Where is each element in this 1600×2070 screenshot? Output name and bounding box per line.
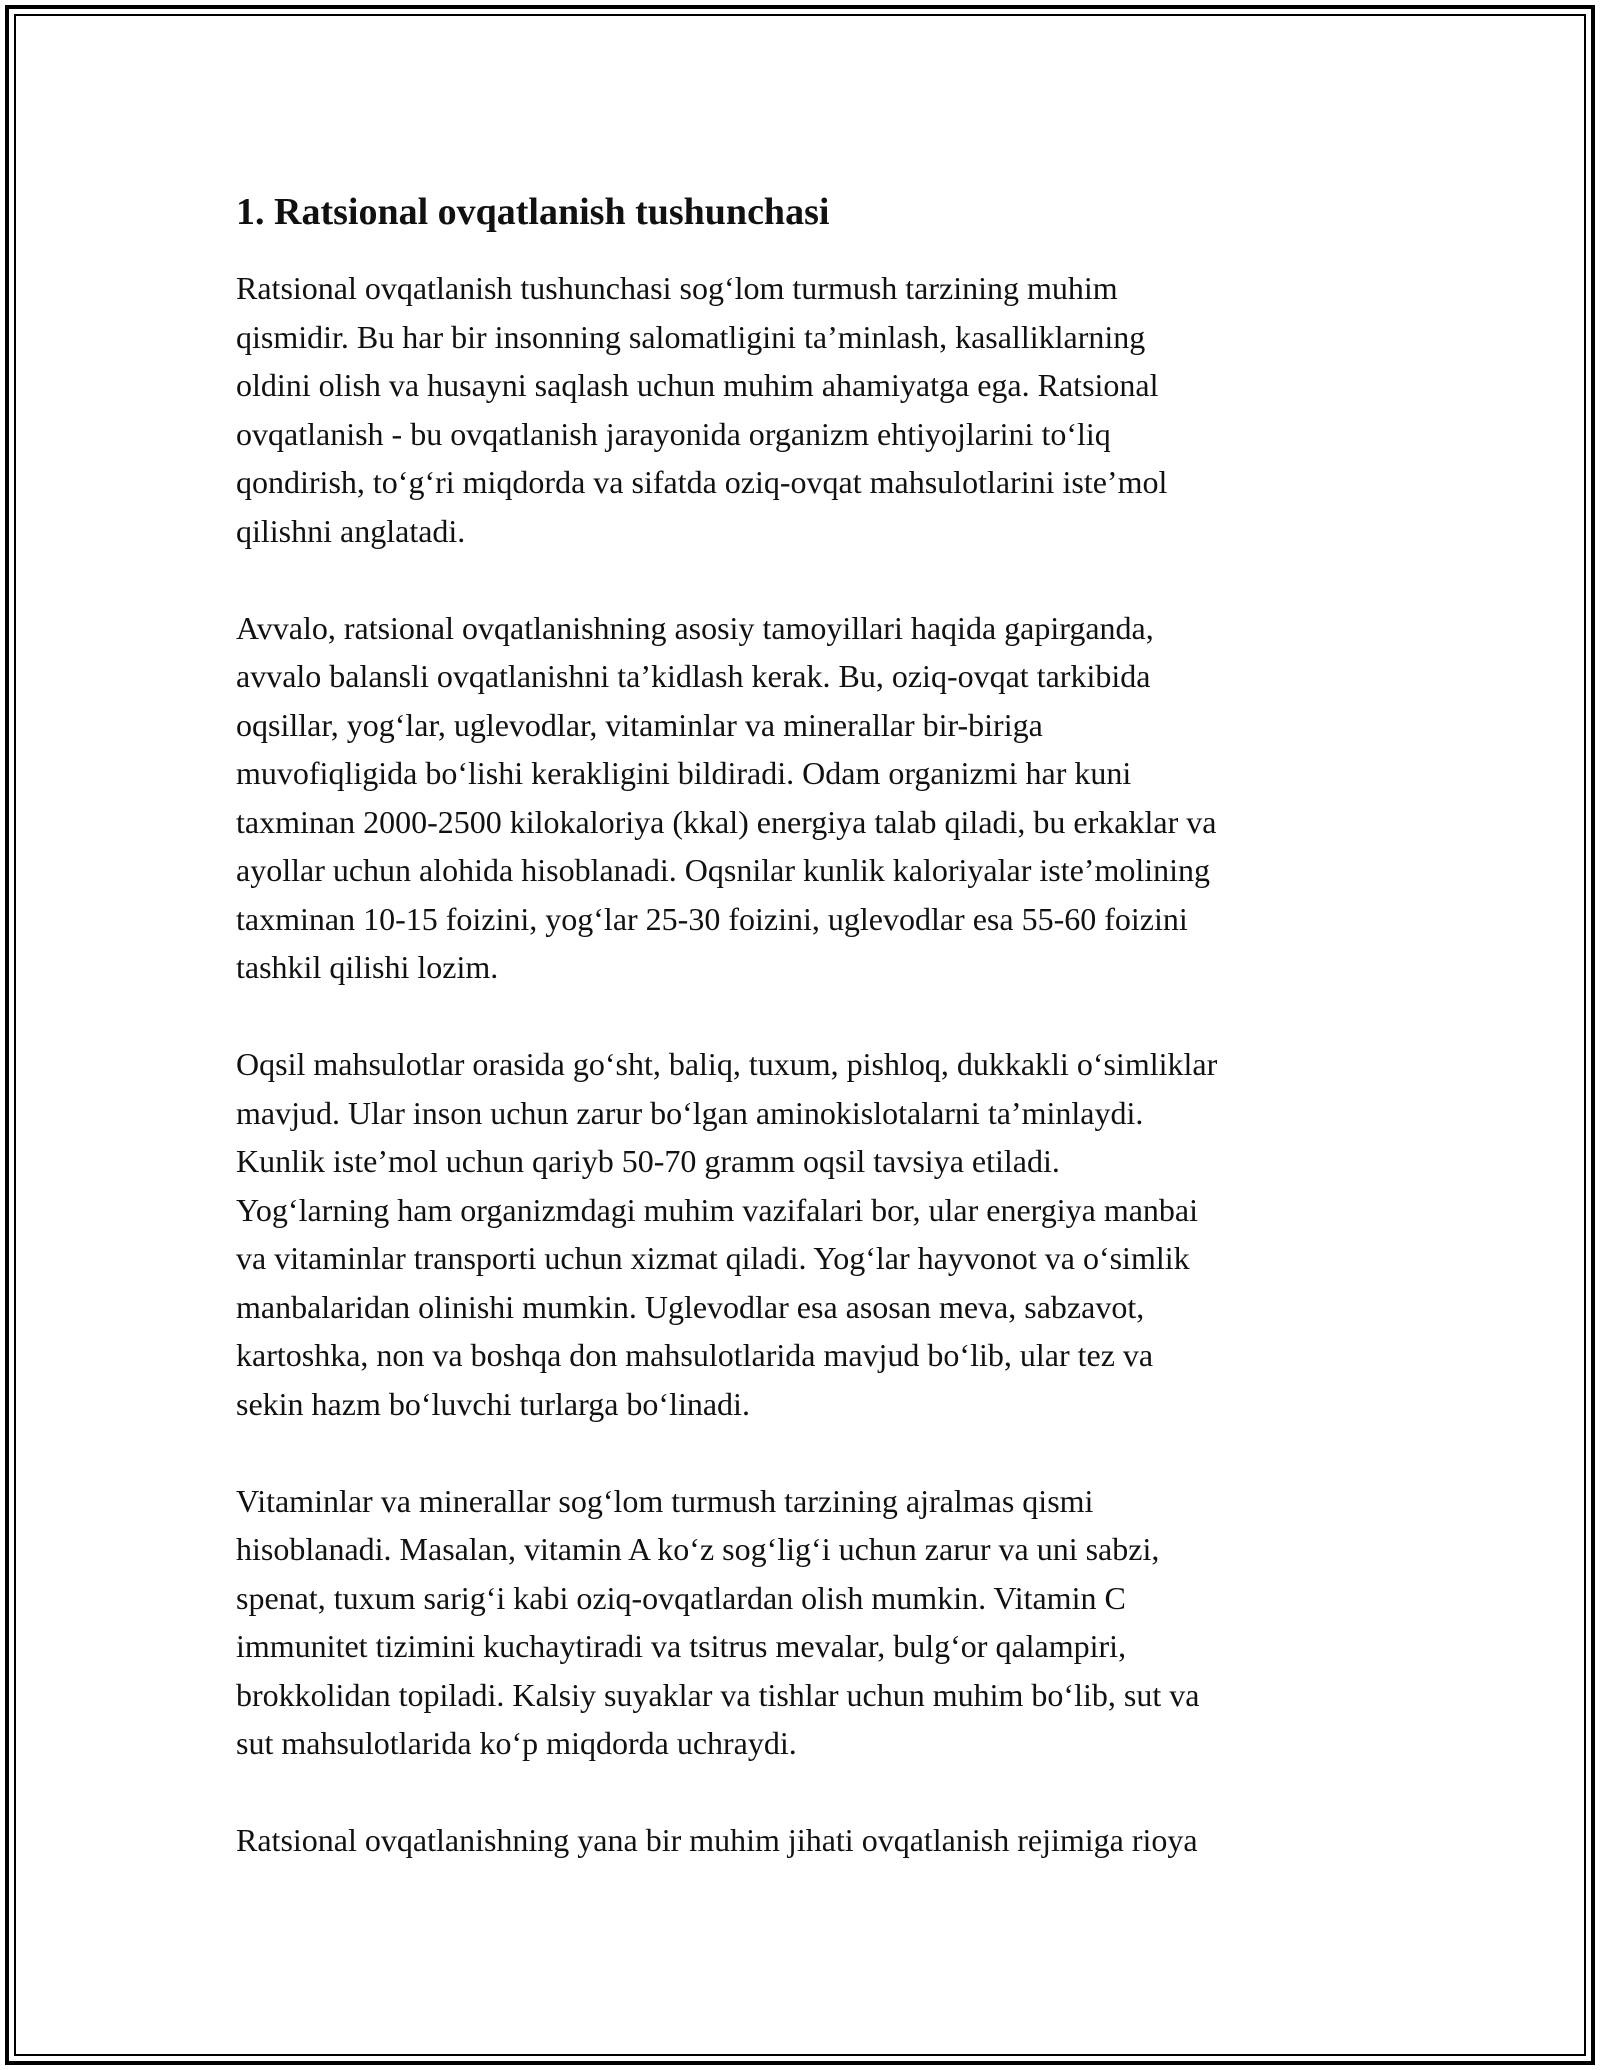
text-line: kartoshka, non va boshqa don mahsulotlarida mavjud boʻlib, ular tez va bbox=[236, 1337, 1154, 1373]
text-line: Ratsional ovqatlanish tushunchasi sogʻlom turmush tarzining muhim bbox=[236, 270, 1118, 306]
text-line: qondirish, toʻgʻri miqdorda va sifatda oziq-ovqat mahsulotlarini isteʼmol bbox=[236, 464, 1168, 500]
text-line: ovqatlanish - bu ovqatlanish jarayonida organizm ehtiyojlarini toʻliq bbox=[236, 415, 1111, 452]
text-line: immunitet tizimini kuchaytiradi va tsitrus mevalar, bulgʻor qalampiri, bbox=[236, 1628, 1127, 1664]
text-line: tashkil qilishi lozim. bbox=[236, 949, 499, 985]
text-line: muvofiqligida boʻlishi kerakligini bildiradi. Odam organizmi har kuni bbox=[236, 755, 1132, 791]
section-heading: 1. Ratsional ovqatlanish tushunchasi bbox=[236, 191, 830, 233]
paragraph-1 bbox=[236, 264, 1376, 555]
text-line: taxminan 2000-2500 kilokaloriya (kkal) energiya talab qiladi, bu erkaklar va bbox=[236, 803, 1217, 840]
text-line: oqsillar, yogʻlar, uglevodlar, vitaminlar va minerallar bir-biriga bbox=[236, 706, 1043, 743]
text-line: Yogʻlarning ham organizmdagi muhim vazifalari bor, ular energiya manbai bbox=[236, 1191, 1199, 1228]
paragraph-5 bbox=[236, 1477, 1376, 1768]
text-line: Vitaminlar va minerallar sogʻlom turmush tarzining ajralmas qismi bbox=[236, 1482, 1094, 1519]
paragraph-4 bbox=[236, 1186, 1376, 1429]
text-line: spenat, tuxum sarigʻi kabi oziq-ovqatlardan olish mumkin. Vitamin C bbox=[236, 1579, 1126, 1616]
text-line: oldini olish va husayni saqlash uchun muhim ahamiyatga ega. Ratsional bbox=[236, 367, 1159, 403]
text-line: ayollar uchun alohida hisoblanadi. Oqsnilar kunlik kaloriyalar isteʼmolining bbox=[236, 852, 1210, 888]
paragraph-2 bbox=[236, 604, 1376, 992]
document-body bbox=[236, 186, 1376, 1865]
text-line: sut mahsulotlarida koʻp miqdorda uchraydi. bbox=[236, 1725, 797, 1761]
text-line: Ratsional ovqatlanishning yana bir muhim jihati ovqatlanish rejimiga rioya bbox=[236, 1822, 1198, 1858]
text-line: brokkolidan topiladi. Kalsiy suyaklar va tishlar uchun muhim boʻlib, sut va bbox=[236, 1676, 1200, 1713]
paragraph-6 bbox=[236, 1816, 1376, 1865]
text-line: Oqsil mahsulotlar orasida goʻsht, baliq, tuxum, pishloq, dukkakli oʻsimliklar bbox=[236, 1046, 1218, 1082]
text-line: va vitaminlar transporti uchun xizmat qiladi. Yogʻlar hayvonot va oʻsimlik bbox=[236, 1240, 1190, 1276]
text-line: qilishni anglatadi. bbox=[236, 512, 466, 549]
text-line: manbalaridan olinishi mumkin. Uglevodlar esa asosan meva, sabzavot, bbox=[236, 1288, 1145, 1325]
text-line: taxminan 10-15 foizini, yogʻlar 25-30 foizini, uglevodlar esa 55-60 foizini bbox=[236, 900, 1188, 937]
text-line: mavjud. Ular inson uchun zarur boʻlgan aminokislotalarni taʼminlaydi. bbox=[236, 1094, 1144, 1131]
text-line: sekin hazm boʻluvchi turlarga boʻlinadi. bbox=[236, 1385, 750, 1422]
paragraph-3 bbox=[236, 1040, 1376, 1186]
text-line: hisoblanadi. Masalan, vitamin A koʻz sogʻligʻi uchun zarur va uni sabzi, bbox=[236, 1531, 1160, 1567]
text-line: Kunlik isteʼmol uchun qariyb 50-70 gramm oqsil tavsiya etiladi. bbox=[236, 1143, 1060, 1179]
text-line: qismidir. Bu har bir insonning salomatligini taʼminlash, kasalliklarning bbox=[236, 318, 1146, 355]
text-line: Avvalo, ratsional ovqatlanishning asosiy tamoyillari haqida gapirganda, bbox=[236, 609, 1154, 646]
text-line: avvalo balansli ovqatlanishni taʼkidlash kerak. Bu, oziq-ovqat tarkibida bbox=[236, 658, 1151, 694]
